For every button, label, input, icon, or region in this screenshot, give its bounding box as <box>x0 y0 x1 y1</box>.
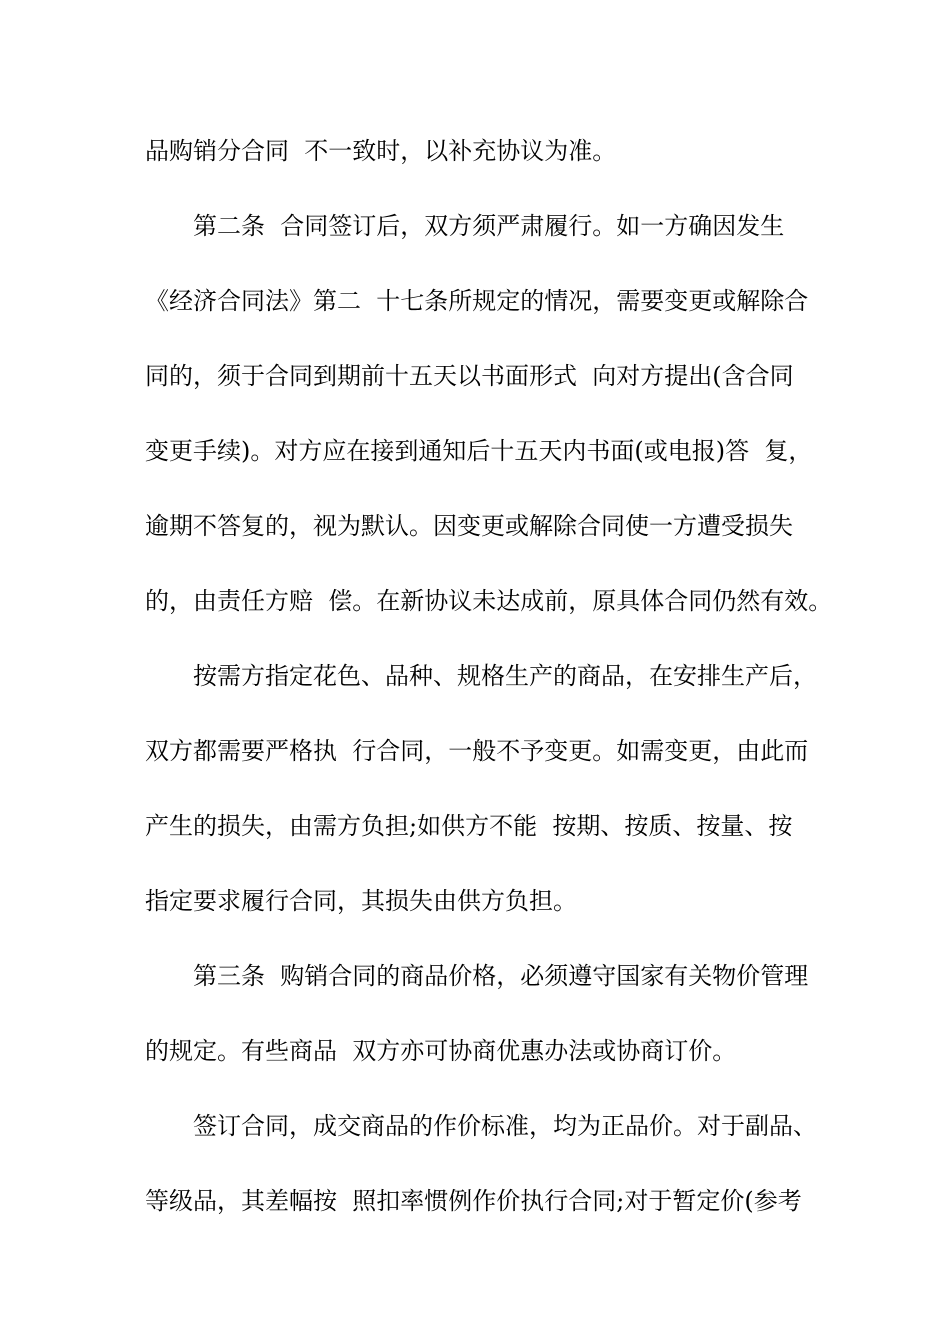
text-line-3: 《经济合同法》第二 十七条所规定的情况，需要变更或解除合 <box>145 287 809 315</box>
text-line-14: 签订合同，成交商品的作价标准，均为正品价。对于副品、 <box>193 1112 817 1140</box>
text-line-9: 双方都需要严格执 行合同，一般不予变更。如需变更，由此而 <box>145 737 809 765</box>
text-line-10: 产生的损失，由需方负担;如供方不能 按期、按质、按量、按 <box>145 812 793 840</box>
text-line-13: 的规定。有些商品 双方亦可协商优惠办法或协商订价。 <box>145 1037 737 1065</box>
text-line-6: 逾期不答复的，视为默认。因变更或解除合同使一方遭受损失 <box>145 512 793 540</box>
text-line-11: 指定要求履行合同，其损失由供方负担。 <box>145 887 577 915</box>
text-line-2: 第二条 合同签订后，双方须严肃履行。如一方确因发生 <box>193 212 785 240</box>
text-line-15: 等级品，其差幅按 照扣率惯例作价执行合同;对于暂定价(参考 <box>145 1187 802 1215</box>
text-line-12: 第三条 购销合同的商品价格，必须遵守国家有关物价管理 <box>193 962 809 990</box>
text-line-4: 同的，须于合同到期前十五天以书面形式 向对方提出(含合同 <box>145 362 794 390</box>
text-line-8: 按需方指定花色、品种、规格生产的商品，在安排生产后， <box>193 662 817 690</box>
text-line-7: 的，由责任方赔 偿。在新协议未达成前，原具体合同仍然有效。 <box>145 587 833 615</box>
text-line-5: 变更手续)。对方应在接到通知后十五天内书面(或电报)答 复， <box>145 437 813 465</box>
text-line-1: 品购销分合同 不一致时，以补充协议为准。 <box>145 137 617 165</box>
